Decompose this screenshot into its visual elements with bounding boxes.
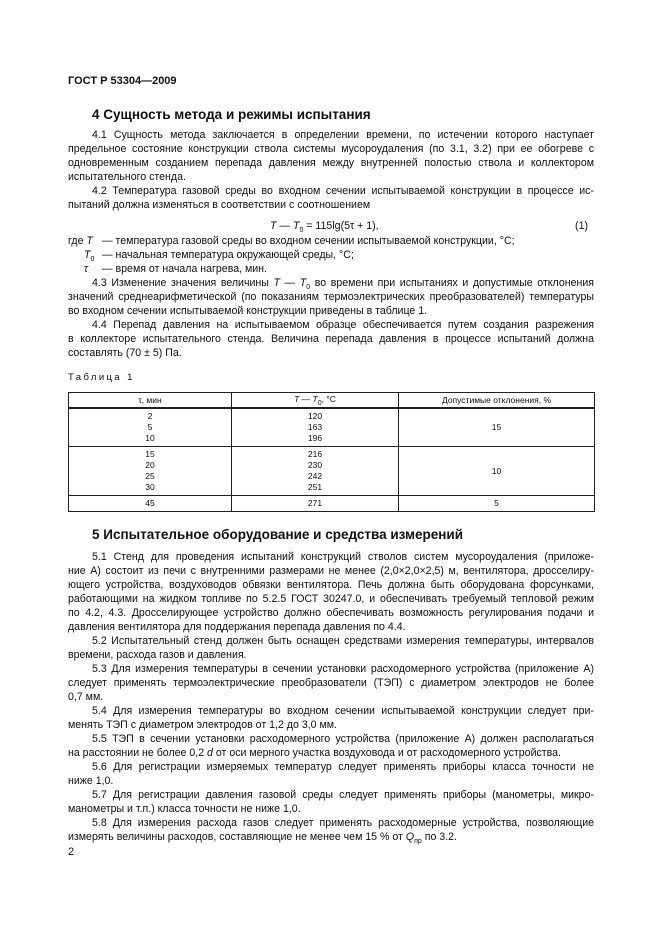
text-segment: T — [299, 277, 307, 289]
col-header-tau: τ, мин — [69, 393, 232, 409]
paragraph-line: 5.3 Для измерения температуры в сечении установки расходомерного устройства (приложение А) — [92, 663, 594, 675]
paragraph-line: ющего устройства, воздуховодов обвязки вентилятора. Печь должна быть оборудована форсунками, — [68, 579, 594, 591]
table-1 — [68, 392, 595, 512]
text-segment: по 3.2. — [421, 831, 457, 843]
col-header-temp: T — $T_0$, °С — [232, 393, 399, 409]
legend-var: τ — [84, 263, 88, 275]
legend-sub: 0 — [90, 256, 95, 263]
text-segment: пр — [414, 838, 422, 845]
legend-var: T — [84, 249, 91, 261]
legend-text: — температура газовой среды во входном сечении испытываемой конструкции, °С; — [102, 235, 515, 247]
cell-tau — [69, 447, 232, 496]
paragraph-line: ние А) состоит из печи с внутренними размерами не менее (2,0×2,0×2,5) м, вентилятора, дросселиру- — [68, 565, 594, 577]
paragraph-line: менять ТЭП с диаметром электродов от 1,2 до 3,0 мм. — [68, 719, 338, 731]
legend-text: — время от начала нагрева, мин. — [102, 263, 267, 275]
section-5-title: 5 Испытательное оборудование и средства измерений — [92, 527, 464, 542]
paragraph-line: 0,7 мм. — [68, 691, 104, 703]
text-segment: T — [273, 277, 280, 289]
tau-value: 2 — [147, 411, 153, 421]
legend-prefix: где — [68, 235, 87, 247]
section-4-paragraphs-2 — [68, 276, 594, 360]
page-number: 2 — [68, 846, 75, 858]
temp-value: 242 — [307, 471, 323, 481]
temp-value: 251 — [307, 482, 323, 492]
paragraph-line: 4.2 Температура газовой среды во входном сечении испытываемой конструкции в процессе ис- — [92, 185, 594, 197]
temp-value: 120 — [307, 411, 323, 421]
paragraph-line: манометры и т.п.) класса точности не ниже 1,0. — [68, 803, 301, 815]
legend-var: T — [86, 235, 93, 247]
temp-value: 196 — [307, 433, 323, 443]
paragraph-line: 5.6 Для регистрации измеряемых температур следует применять приборы класса точности не — [92, 761, 594, 773]
col-header-deviation: Допустимые отклонения, % — [399, 393, 595, 409]
section-4-paragraphs-1 — [68, 128, 594, 212]
text-segment: — — [279, 277, 300, 289]
tau-value: 5 — [147, 422, 153, 432]
paragraph-line: одновременным созданием перепада давления между внутренней полостью ствола и коллектором — [68, 157, 594, 169]
tau-value: 30 — [145, 482, 155, 492]
tau-value: 10 — [145, 433, 155, 443]
paragraph-line: составлять (70 ± 5) Па. — [68, 347, 182, 359]
paragraph-line: 5.8 Для измерения расхода газов следует применять расходомерные устройства, позволяющие — [92, 817, 594, 829]
cell-deviation: 10 — [399, 447, 595, 496]
paragraph-line: 4.1 Сущность метода заключается в определении времени, по истечении которого наступает — [92, 129, 594, 141]
cell-deviation: 5 — [399, 496, 595, 512]
temp-value: 163 — [307, 422, 323, 432]
text-segment: d — [207, 747, 213, 759]
cell-temp — [232, 408, 399, 447]
paragraph-line — [68, 746, 594, 760]
text-segment: 4.3 Изменение значения величины — [92, 277, 274, 289]
paragraph-line: значений среднеарифметической (по показаниям термоэлектрических преобразователей) температуры — [68, 291, 594, 303]
paragraph-line: работающими на жидком топливе по 5.2.5 ГОСТ 30247.0, и обеспечивать требуемый тепловой режим — [68, 593, 594, 605]
formula-1 — [68, 220, 594, 234]
text-segment: на расстоянии не более 0,2 — [68, 747, 208, 759]
paragraph-line: 5.4 Для измерения температуры во входном сечении испытываемой конструкции следует при- — [92, 705, 594, 717]
cell-temp — [232, 496, 399, 512]
paragraph-line — [68, 276, 594, 290]
section-5-paragraphs — [68, 550, 594, 844]
paragraph-line — [68, 830, 594, 844]
tau-value: 15 — [145, 449, 155, 459]
paragraph-line: 4.4 Перепад давления на испытываемом образце обеспечивается путем создания разрежения — [92, 319, 594, 331]
temp-value: 271 — [307, 498, 323, 508]
legend-text: — начальная температура окружающей среды, °С; — [102, 249, 354, 261]
table-caption: Таблица 1 — [68, 372, 135, 383]
text-segment: измерять величины расходов, составляющие не менее чем 15 % от — [68, 831, 406, 843]
tau-value: 20 — [145, 460, 155, 470]
text-segment: во времени при испытаниях и допустимые отклонения — [310, 277, 594, 289]
table-row — [69, 447, 595, 496]
section-4-title: 4 Сущность метода и режимы испытания — [92, 107, 371, 122]
document-header: ГОСТ Р 53304—2009 — [68, 75, 177, 87]
paragraph-line: ниже 1,0. — [68, 775, 114, 787]
cell-tau — [69, 496, 232, 512]
paragraph-line: пытаний должна изменяться в соответствии с соотношением — [68, 199, 371, 211]
paragraph-line: давления вентилятора для поддержания перепада давления по 4.4. — [68, 621, 406, 633]
formula-number: (1) — [575, 220, 588, 232]
temp-value: 230 — [307, 460, 323, 470]
paragraph-line: во входном сечении испытываемой конструкции приведены в таблице 1. — [68, 305, 428, 317]
paragraph-line: времени, расхода газов и давления. — [68, 649, 247, 661]
cell-deviation: 15 — [399, 408, 595, 447]
text-segment: Q — [405, 831, 415, 843]
paragraph-line: по 4.2, 4.3. Дросселирующее устройство должно обеспечивать возможность регулирования подачи и — [68, 607, 594, 619]
table-row — [69, 408, 595, 447]
temp-value: 216 — [307, 449, 323, 459]
cell-tau — [69, 408, 232, 447]
text-segment: от оси мерного участка воздуховода и от расходомерного устройства. — [212, 747, 561, 759]
paragraph-line: 5.5 ТЭП в сечении установки расходомерного устройства (приложение А) должен располагаться — [92, 733, 594, 745]
paragraph-line: 5.1 Стенд для проведения испытаний конструкций стволов систем мусороудаления (приложе- — [92, 551, 594, 563]
cell-temp — [232, 447, 399, 496]
tau-value: 45 — [145, 498, 155, 508]
paragraph-line: следует применять термоэлектрические преобразователи (ТЭП) с диаметром электродов не более — [68, 677, 594, 689]
paragraph-line: испытательного стенда. — [68, 171, 186, 183]
tau-value: 25 — [145, 471, 155, 481]
table-row — [69, 496, 595, 512]
paragraph-line: предельное состояние конструкции ствола системы мусороудаления (по 3.1, 3.2) при ее обогреве с — [68, 143, 594, 155]
paragraph-line: 5.7 Для регистрации давления газовой среды следует применять приборы (манометры, микро- — [92, 789, 594, 801]
formula-expression: T — $T_0 = 115\lg(5\tau + 1)$, — [270, 220, 379, 234]
paragraph-line: 5.2 Испытательный стенд должен быть оснащен средствами измерения температуры, интервалов — [92, 635, 594, 647]
text-segment: 0 — [306, 284, 311, 290]
paragraph-line: в коллекторе испытательного стенда. Величина перепада давления в процессе испытаний должна — [68, 333, 594, 345]
